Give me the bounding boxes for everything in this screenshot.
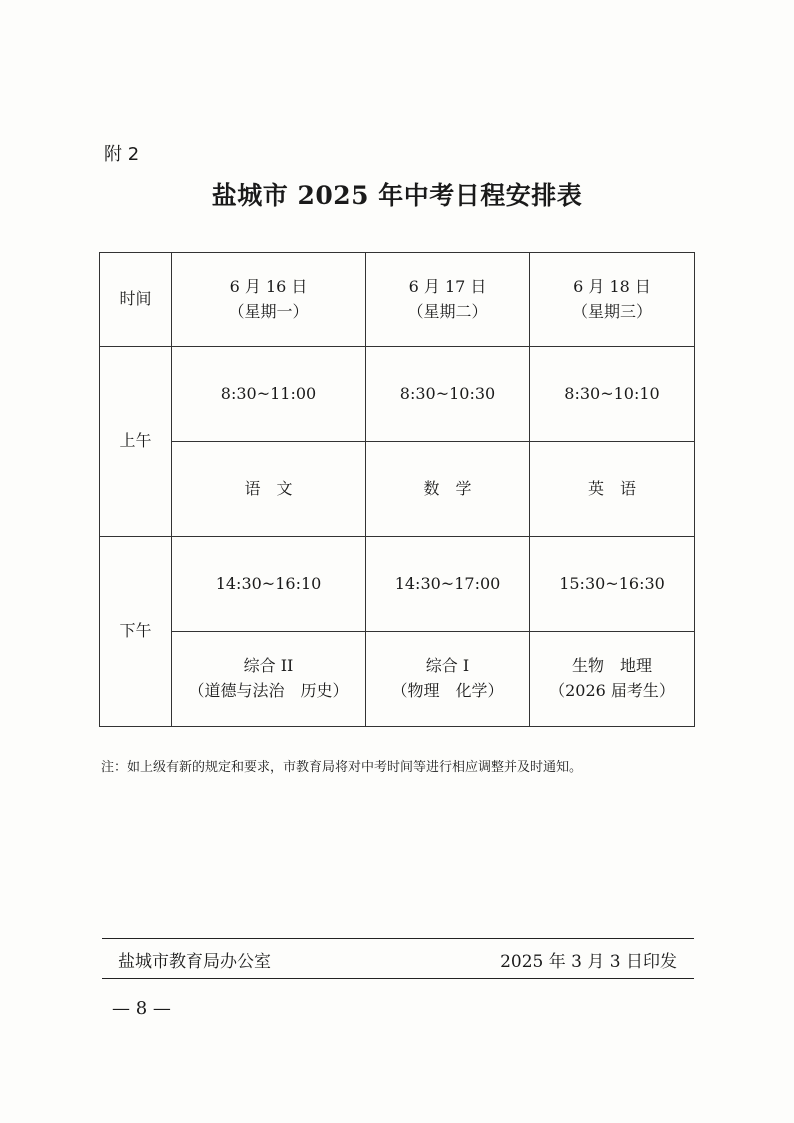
- afternoon-time-row: [100, 537, 695, 632]
- subject-cell: [366, 442, 530, 537]
- subject-name: 数 学: [423, 478, 472, 498]
- subject-detail: （物理 化学）: [391, 681, 504, 700]
- appendix-label: 附 2: [104, 144, 140, 165]
- subject-detail: （道德与法治 历史）: [188, 681, 349, 700]
- day-date: 6 月 17 日: [408, 276, 487, 296]
- footer-issuer: 盐城市教育局办公室: [118, 952, 271, 972]
- morning-subject-row: [100, 442, 695, 537]
- subject-name: 生物 地理: [571, 656, 652, 676]
- subject-detail: （2026 届考生）: [549, 681, 675, 700]
- exam-schedule-table: [99, 252, 695, 727]
- morning-label-cell: 上午: [100, 347, 172, 537]
- subject-cell: [172, 442, 366, 537]
- morning-time-row: [100, 347, 695, 442]
- day-weekday: （星期三）: [571, 301, 652, 321]
- day-header-cell: [530, 253, 695, 347]
- day-date: 6 月 16 日: [229, 276, 308, 296]
- subject-name: 综合 II: [243, 656, 294, 676]
- time-cell: 8:30~10:10: [530, 347, 695, 442]
- document-title: 盐城市 2025 年中考日程安排表: [211, 181, 583, 210]
- day-header-cell: [172, 253, 366, 347]
- page-number: — 8 —: [112, 998, 171, 1019]
- subject-name: 综合 I: [425, 656, 470, 676]
- day-date: 6 月 18 日: [573, 276, 651, 296]
- subject-cell: [172, 632, 366, 727]
- subject-cell: [366, 632, 530, 727]
- time-cell: 14:30~16:10: [172, 537, 366, 632]
- table-header-row: [100, 253, 695, 347]
- footer-divider-bottom: [102, 978, 694, 979]
- time-header-cell: 时间: [100, 253, 172, 347]
- subject-name: 英 语: [587, 478, 636, 498]
- day-weekday: （星期一）: [228, 301, 309, 321]
- subject-cell: [530, 442, 695, 537]
- subject-cell: [530, 632, 695, 727]
- footer-divider-top: [102, 938, 694, 939]
- time-cell: 15:30~16:30: [530, 537, 695, 632]
- subject-name: 语 文: [244, 478, 293, 498]
- time-cell: 8:30~10:30: [366, 347, 530, 442]
- day-header-cell: [366, 253, 530, 347]
- day-weekday: （星期二）: [407, 301, 488, 321]
- footer-issue-date: 2025 年 3 月 3 日印发: [500, 952, 677, 972]
- time-cell: 8:30~11:00: [172, 347, 366, 442]
- time-cell: 14:30~17:00: [366, 537, 530, 632]
- afternoon-subject-row: [100, 632, 695, 727]
- schedule-note: 注：如上级有新的规定和要求，市教育局将对中考时间等进行相应调整并及时通知。: [101, 760, 583, 775]
- afternoon-label-cell: 下午: [100, 537, 172, 727]
